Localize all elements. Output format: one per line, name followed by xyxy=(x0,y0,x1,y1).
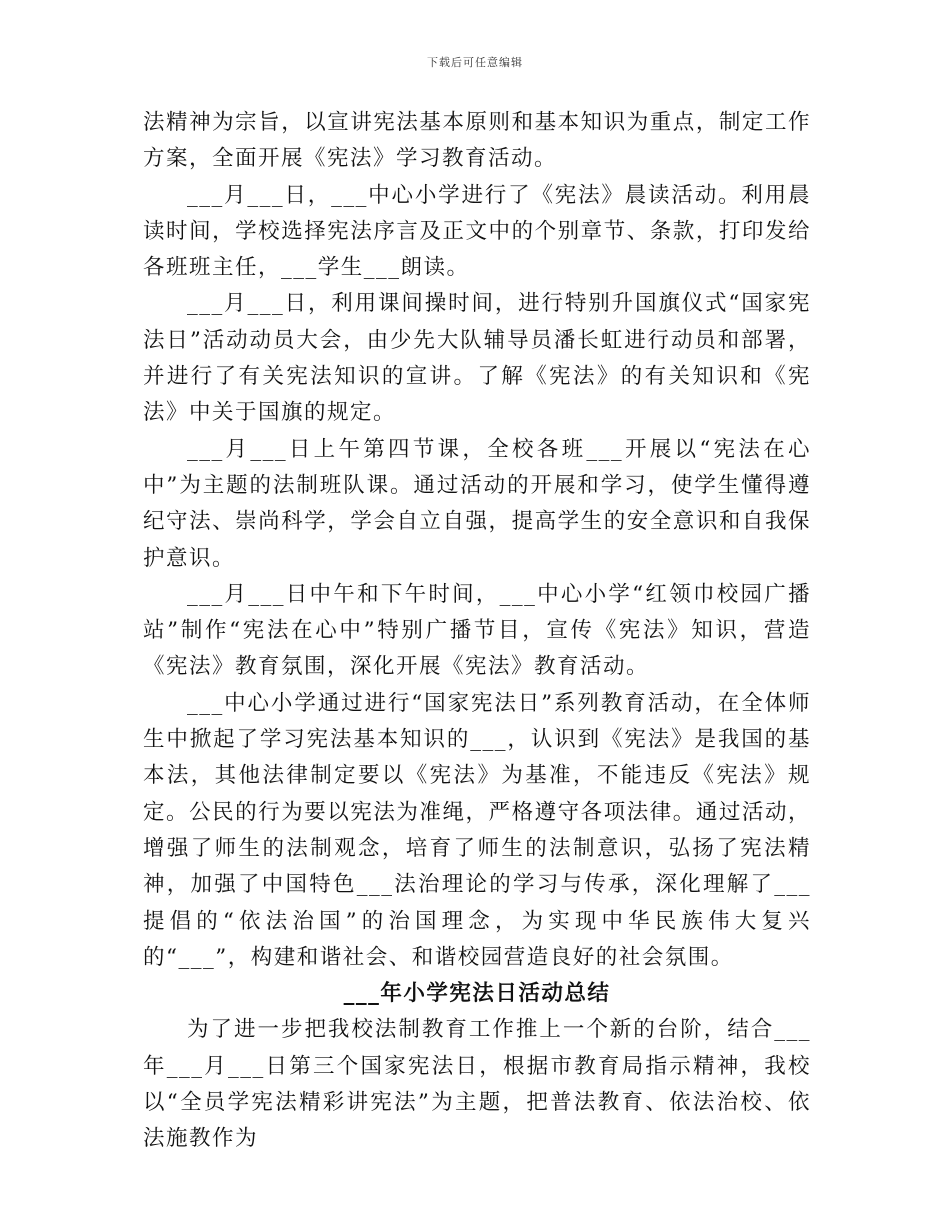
paragraph-summary: ___中心小学通过进行“国家宪法日”系列教育活动，在全体师生中掀起了学习宪法基本知识的___，认识到《宪法》是我国的基本法，其他法律制定要以《宪法》为基准，不能违反《宪法》规定。公民的行为要以宪法为准绳，严格遵守各项法律。通过活动，增强了师生的法制观念，培育了师生的法制意识，弘扬了宪法精神，加强了中国特色___法治理论的学习与传承，深化理解了___提倡的“依法治国”的治国理念，为实现中华民族伟大复兴的“___”，构建和谐社会、和谐校园营造良好的社会氛围。 xyxy=(143,690,811,970)
section-title: ___年小学宪法日活动总结 xyxy=(343,981,611,1007)
section-paragraph: 为了进一步把我校法制教育工作推上一个新的台阶，结合___年___月___日第三个国家宪法日，根据市教育局指示精神，我校以“全员学宪法精彩讲宪法”为主题，把普法教育、依法治校、依法施教作为 xyxy=(143,1017,811,1152)
paragraph-class-meeting: ___月___日上午第四节课，全校各班___开展以“宪法在心中”为主题的法制班队课。通过活动的开展和学习，使学生懂得遵纪守法、崇尚科学，学会自立自强，提高学生的安全意识和自我保护意识。 xyxy=(143,436,811,571)
page-header: 下载后可任意编辑 xyxy=(427,56,523,69)
paragraph-flag-ceremony: ___月___日，利用课间操时间，进行特别升国旗仪式“国家宪法日”活动动员大会，由少先大队辅导员潘长虹进行动员和部署，并进行了有关宪法知识的宣讲。了解《宪法》的有关知识和《宪法》中关于国旗的规定。 xyxy=(143,291,811,426)
paragraph-continuation: 法精神为宗旨，以宣讲宪法基本原则和基本知识为重点，制定工作方案，全面开展《宪法》学习教育活动。 xyxy=(143,110,811,172)
paragraph-broadcast: ___月___日中午和下午时间，___中心小学“红领巾校园广播站”制作“宪法在心中”特别广播节目，宣传《宪法》知识，营造《宪法》教育氛围，深化开展《宪法》教育活动。 xyxy=(143,581,811,680)
document-body xyxy=(143,105,811,1158)
paragraph-morning-reading: ___月___日，___中心小学进行了《宪法》晨读活动。利用晨读时间，学校选择宪法序言及正文中的个别章节、条款，打印发给各班班主任，___学生___朗读。 xyxy=(143,182,811,281)
